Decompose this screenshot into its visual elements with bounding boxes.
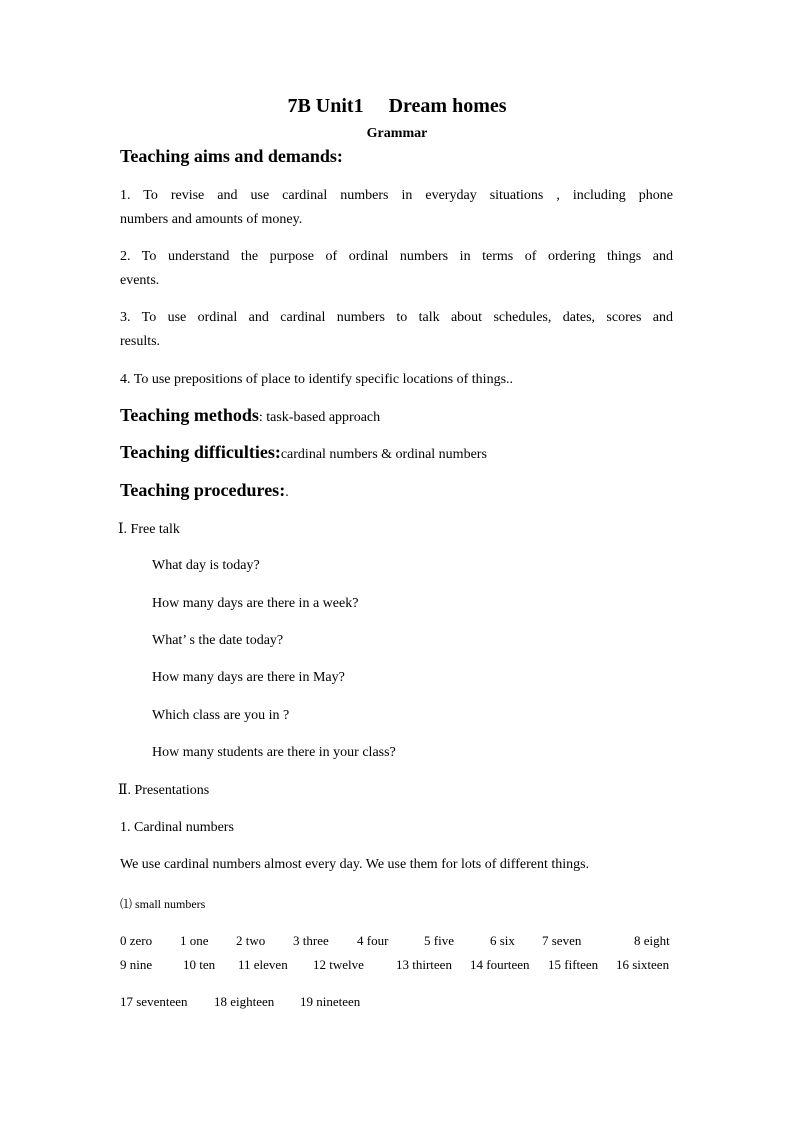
aim-4-line-1: 4. To use prepositions of place to identify specific locations of things.. [120,372,514,387]
methods-text: : task-based approach [258,410,381,425]
document-subtitle: Grammar [366,126,428,141]
number-item: 13 thirteen [396,957,452,972]
difficulties-heading [120,442,487,463]
difficulties-text: cardinal numbers & ordinal numbers [280,447,487,462]
free-talk-question: What day is today? [152,558,260,573]
methods-label: Teaching methods [120,405,259,425]
cardinal-numbers-text: We use cardinal numbers almost every day. We use them for lots of different things. [120,857,590,872]
number-item: 16 sixteen [616,957,670,972]
aim-3-line-1: 3. To use ordinal and cardinal numbers to talk about schedules, dates, scores and [120,310,673,325]
procedures-heading [120,480,289,501]
presentations-heading: Ⅱ. Presentations [118,783,210,798]
number-item: 17 seventeen [120,994,188,1009]
aim-1-line-1: 1. To revise and use cardinal numbers in everyday situations , including phone [120,188,673,203]
free-talk-question: Which class are you in ? [152,708,290,723]
aim-3-line-2: results. [120,334,161,349]
number-item: 3 three [293,933,329,948]
number-item: 7 seven [542,933,582,948]
cardinal-numbers-heading: 1. Cardinal numbers [120,820,234,835]
aim-1-line-2: numbers and amounts of money. [120,212,303,227]
aim-2-line-2: events. [120,273,160,288]
procedures-label: Teaching procedures: [120,480,286,500]
number-item: 2 two [236,933,266,948]
document-title: 7B Unit1 Dream homes [287,95,507,117]
number-item: 18 eighteen [214,994,275,1009]
free-talk-question: How many students are there in your class? [152,745,396,760]
number-item: 6 six [490,933,515,948]
aims-heading: Teaching aims and demands: [120,146,343,166]
aim-2-line-1: 2. To understand the purpose of ordinal numbers in terms of ordering things and [120,249,673,264]
number-item: 11 eleven [238,957,288,972]
number-item: 4 four [357,933,389,948]
difficulties-label: Teaching difficulties: [120,442,281,462]
number-item: 5 five [424,933,454,948]
number-item: 9 nine [120,957,153,972]
number-item: 15 fifteen [548,957,599,972]
number-item: 10 ten [183,957,216,972]
number-item: 0 zero [120,933,153,948]
number-item: 12 twelve [313,957,364,972]
small-numbers-label: ⑴ small numbers [120,897,206,911]
procedures-text: . [285,485,289,500]
free-talk-heading: Ⅰ. Free talk [118,522,180,537]
free-talk-question: How many days are there in May? [152,670,345,685]
number-item: 8 eight [634,933,670,948]
number-item: 1 one [180,933,209,948]
methods-heading [120,405,380,426]
free-talk-question: What’ s the date today? [152,633,284,648]
free-talk-question: How many days are there in a week? [152,596,359,611]
number-item: 19 nineteen [300,994,361,1009]
number-item: 14 fourteen [470,957,530,972]
